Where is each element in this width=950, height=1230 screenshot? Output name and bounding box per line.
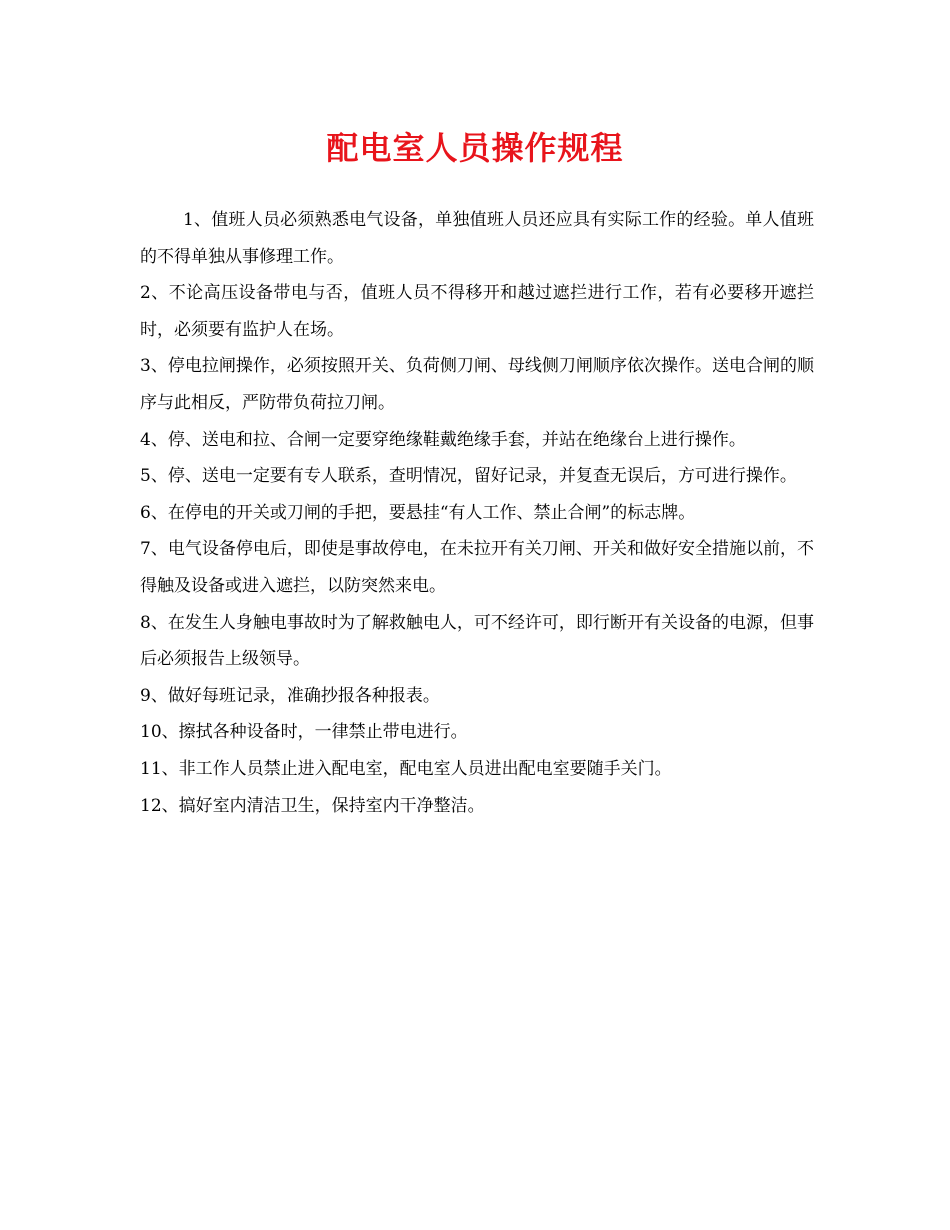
rule-paragraph-8: 8、在发生人身触电事故时为了解救触电人，可不经许可，即行断开有关设备的电源，但事后必须报告上级领导。 [140,612,814,670]
rule-paragraph-9: 9、做好每班记录，准确抄报各种报表。 [140,685,440,706]
rule-paragraph-11: 11、非工作人员禁止进入配电室，配电室人员进出配电室要随手关门。 [140,758,672,779]
rule-paragraph-2: 2、不论高压设备带电与否，值班人员不得移开和越过遮拦进行工作，若有必要移开遮拦时，必须要有监护人在场。 [140,283,814,340]
document-body [140,202,814,824]
document-title: 配电室人员操作规程 [326,129,624,167]
rule-paragraph-3: 3、停电拉闸操作，必须按照开关、负荷侧刀闸、母线侧刀闸顺序依次操作。送电合闸的顺序与此相反，严防带负荷拉刀闸。 [140,356,814,413]
rule-paragraph-5: 5、停、送电一定要有专人联系，查明情况，留好记录，并复查无误后，方可进行操作。 [140,466,797,487]
rule-paragraph-6: 6、在停电的开关或刀闸的手把，要悬挂“有人工作、禁止合闸”的标志牌。 [140,502,696,523]
rule-paragraph-12: 12、搞好室内清洁卫生，保持室内干净整洁。 [140,795,485,816]
rule-paragraph-7: 7、电气设备停电后，即使是事故停电，在未拉开有关刀闸、开关和做好安全措施以前，不得触及设备或进入遮拦，以防突然来电。 [140,539,814,596]
rule-paragraph-1: 1、值班人员必须熟悉电气设备，单独值班人员还应具有实际工作的经验。单人值班的不得单独从事修理工作。 [140,210,814,267]
rule-paragraph-10: 10、擦拭各种设备时，一律禁止带电进行。 [140,722,468,743]
rule-paragraph-4: 4、停、送电和拉、合闸一定要穿绝缘鞋戴绝缘手套，并站在绝缘台上进行操作。 [140,429,746,450]
